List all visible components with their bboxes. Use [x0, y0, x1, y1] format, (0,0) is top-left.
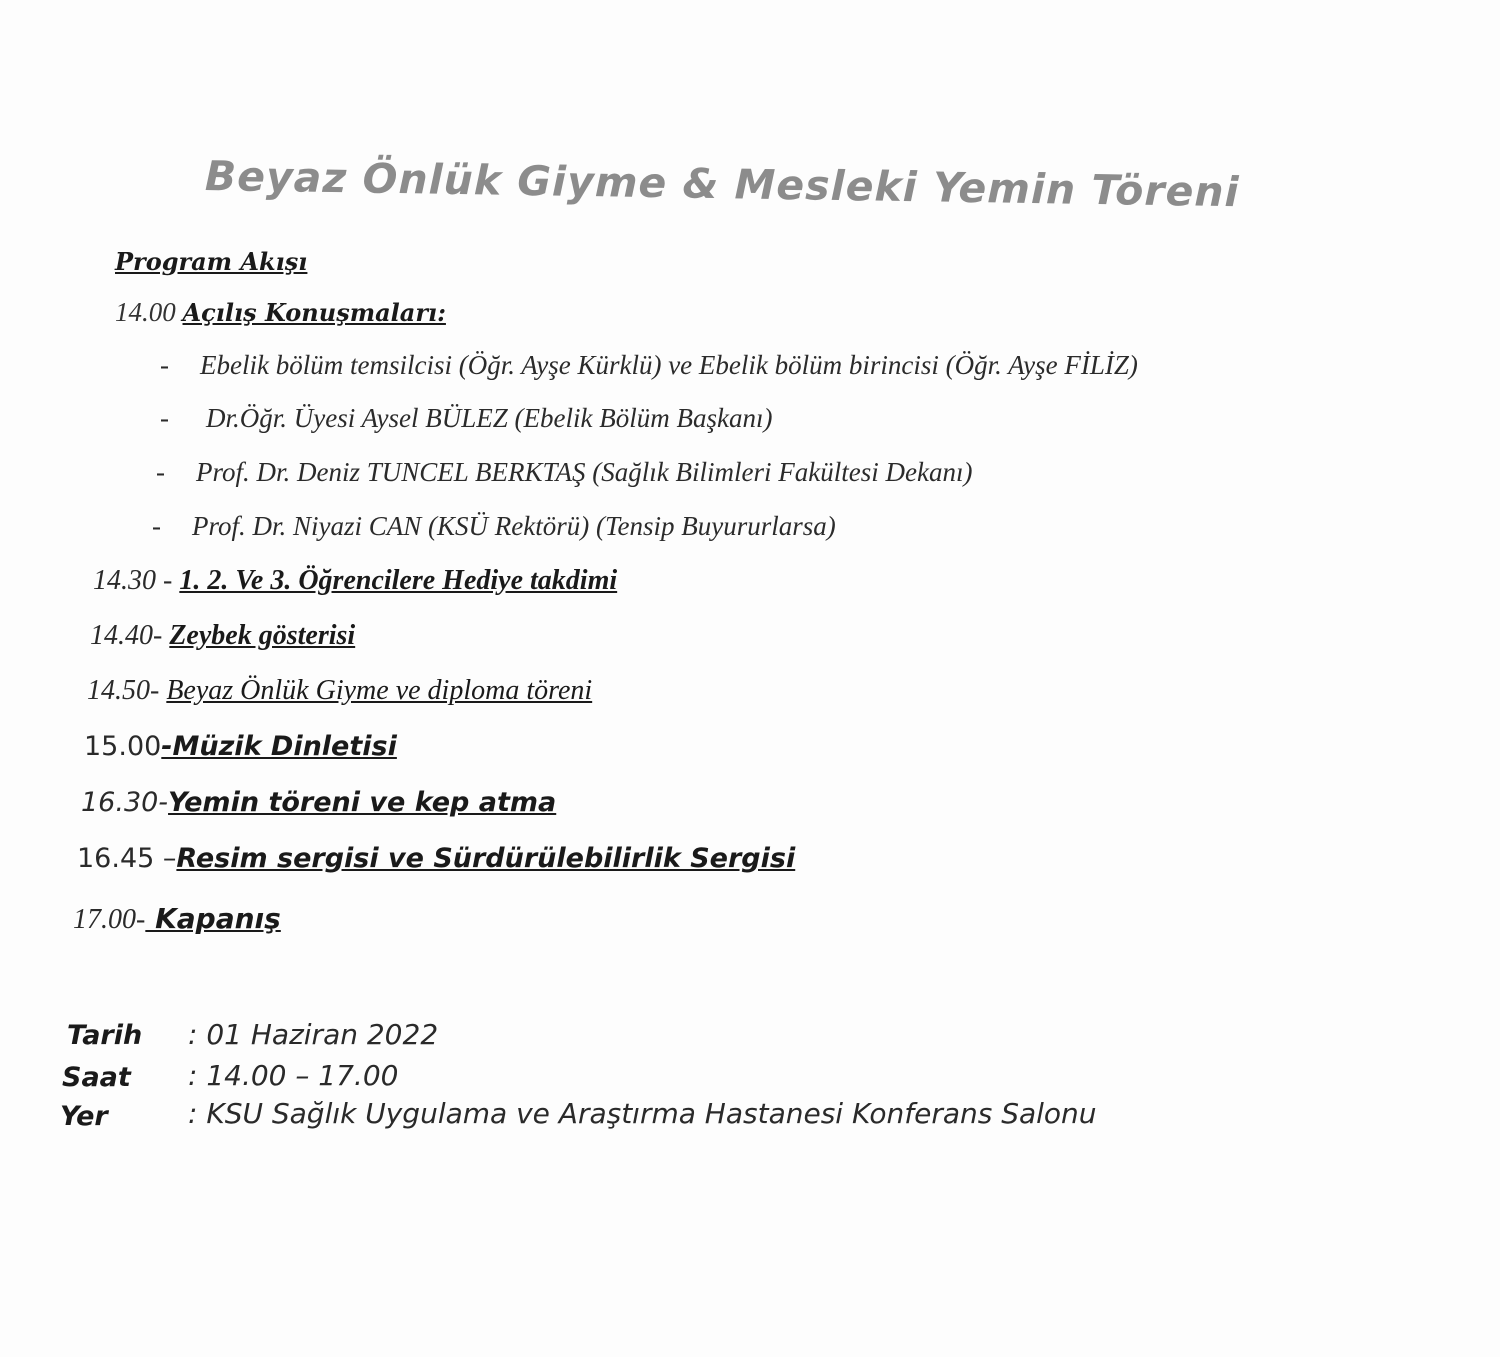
time-value: : 14.00 – 17.00 — [188, 1059, 399, 1092]
schedule-time: 16.30- — [81, 787, 169, 818]
speaker-item — [160, 350, 1138, 381]
speaker-item — [160, 403, 772, 434]
schedule-row — [84, 731, 397, 762]
place-value: : KSU Sağlık Uygulama ve Araştırma Hastanesi Konferans Salonu — [188, 1097, 1097, 1130]
schedule-label: Yemin töreni ve kep atma — [168, 787, 557, 818]
schedule-row — [73, 902, 281, 936]
schedule-time: 14.00 — [115, 297, 176, 327]
schedule-label: -Müzik Dinletisi — [161, 731, 397, 762]
schedule-label: 1. 2. Ve 3. Öğrencilere Hediye takdimi — [179, 565, 618, 596]
schedule-time: 16.45 – — [77, 843, 177, 874]
program-heading: Program Akışı — [115, 247, 308, 276]
speaker-item — [156, 457, 972, 488]
date-value: : 01 Haziran 2022 — [188, 1018, 439, 1051]
schedule-label: Beyaz Önlük Giyme ve diploma töreni — [166, 675, 593, 706]
schedule-time: 14.40- — [90, 620, 170, 651]
schedule-row — [87, 675, 592, 707]
date-label: Tarih — [67, 1020, 143, 1051]
speaker-text: Ebelik bölüm temsilcisi (Öğr. Ayşe Kürklü) ve Ebelik bölüm birincisi (Öğr. Ayşe FİLİZ) — [200, 350, 1138, 380]
document-title: Beyaz Önlük Giyme & Mesleki Yemin Töreni — [204, 152, 1240, 217]
schedule-row — [90, 620, 355, 652]
schedule-time: 14.30 - — [93, 565, 180, 596]
speaker-text: Prof. Dr. Deniz TUNCEL BERKTAŞ (Sağlık Bilimleri Fakültesi Dekanı) — [196, 457, 973, 487]
schedule-time: 17.00- — [73, 904, 146, 935]
schedule-label: Açılış Konuşmaları: — [182, 298, 446, 327]
schedule-time: 14.50- — [87, 675, 167, 706]
list-dash: - — [160, 350, 169, 380]
list-dash: - — [160, 403, 169, 433]
schedule-label: Resim sergisi ve Sürdürülebilirlik Sergisi — [176, 843, 796, 874]
speaker-text: Prof. Dr. Niyazi CAN (KSÜ Rektörü) (Tensip Buyururlarsa) — [192, 511, 836, 541]
schedule-row — [77, 843, 795, 874]
list-dash: - — [156, 457, 165, 487]
schedule-label: Zeybek gösterisi — [169, 620, 356, 651]
list-dash: - — [152, 511, 161, 541]
time-label: Saat — [62, 1062, 131, 1093]
schedule-row — [93, 565, 617, 597]
schedule-time: 15.00 — [84, 731, 162, 762]
schedule-row — [81, 787, 556, 818]
schedule-label: Kapanış — [145, 902, 281, 935]
speaker-text: Dr.Öğr. Üyesi Aysel BÜLEZ (Ebelik Bölüm Başkanı) — [206, 403, 773, 433]
speaker-item — [152, 511, 836, 542]
schedule-row-opening — [115, 297, 446, 328]
place-label: Yer — [60, 1101, 108, 1132]
